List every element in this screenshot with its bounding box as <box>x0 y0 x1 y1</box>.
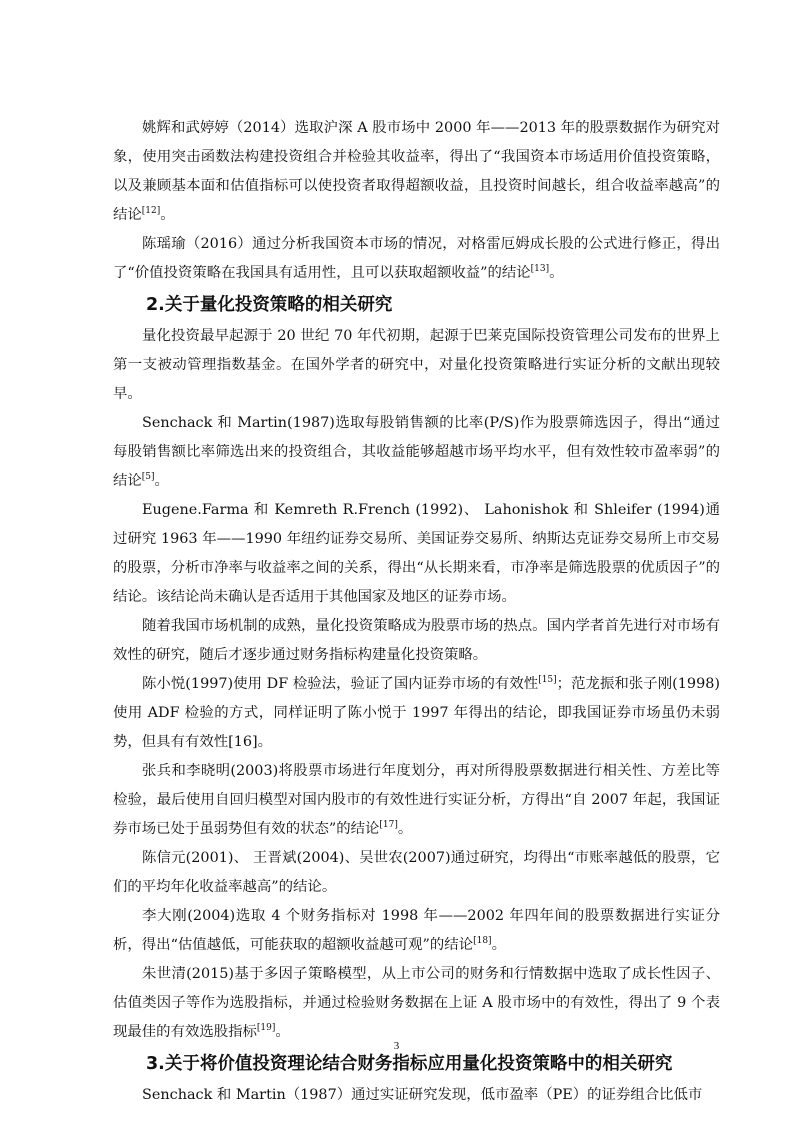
citation: [17] <box>379 820 398 831</box>
citation: [5] <box>141 472 155 483</box>
page-content <box>113 114 720 1110</box>
paragraph: 量化投资最早起源于 20 世纪 70 年代初期，起源于巴莱克国际投资管理公司发布的世界上第一支被动管理指数基金。在国外学者的研究中，对量化投资策略进行实证分析的文献出现较早。 <box>113 328 720 402</box>
citation: [19] <box>256 1023 276 1034</box>
paragraph: 姚辉和武婷婷（2014）选取沪深 A 股市场中 2000 年——2013 年的股票数据作为研究对象，使用突击函数法构建投资组合并检验其收益率，得出了“我国资本市场适用价值投资策略，以及兼顾基本面和估值指标可以使投资者取得超额收益，且投资时间越长，组合收益率越高”的结论[12]。 <box>113 120 720 223</box>
citation: [15] <box>538 675 557 686</box>
page-number: 3 <box>393 1040 400 1052</box>
section-heading: 2.关于量化投资策略的相关研究 <box>146 295 393 315</box>
section-heading: 3.关于将价值投资理论结合财务指标应用量化投资策略中的相关研究 <box>146 1054 673 1074</box>
paragraph: Senchack 和 Martin(1987)选取每股销售额的比率(P/S)作为股票筛选因子，得出“通过每股销售额比率筛选出来的投资组合，其收益能够超越市场平均水平，但有效性较市盈率弱”的结论[5]。 <box>113 415 720 489</box>
paragraph: Eugene.Farma 和 Kemreth R.French (1992)、 Lahonishok 和 Shleifer (1994)通过研究 1963 年——1990 年纽约证券交易所、美国证券交易所、纳斯达克证券交易所上市交易的股票，分析市净率与收益率之间的关系，得出“从长期来看，市净率是筛选股票的优质因子”的结论。该结论尚未确认是否适用于其他国家及地区的证券市场。 <box>113 502 720 605</box>
citation: [18] <box>473 936 492 947</box>
paragraph: 陈小悦(1997)使用 DF 检验法，验证了国内证券市场的有效性[15]；范龙振和张子刚(1998)使用 ADF 检验的方式，同样证明了陈小悦于 1997 年得出的结论，即我国证券市场虽仍未弱势，但具有有效性[16]。 <box>113 675 720 750</box>
paragraph: 陈信元(2001)、 王晋斌(2004)、吴世农(2007)通过研究，均得出“市账率越低的股票，它们的平均年化收益率越高”的结论。 <box>113 850 720 895</box>
paragraph: 陈瑶瑜（2016）通过分析我国资本市场的情况，对格雷厄姆成长股的公式进行修正，得出了“价值投资策略在我国具有适用性，且可以获取超额收益”的结论[13]。 <box>113 236 720 281</box>
paragraph: 李大刚(2004)选取 4 个财务指标对 1998 年——2002 年四年间的股票数据进行实证分析，得出“估值越低，可能获取的超额收益越可观”的结论[18]。 <box>113 908 720 953</box>
citation: [13] <box>530 264 550 275</box>
paragraph: 张兵和李晓明(2003)将股票市场进行年度划分，再对所得股票数据进行相关性、方差比等检验，最后使用自回归模型对国内股市的有效性进行实证分析，方得出“自 2007 年起，我国证券市场已处于虽弱势但有效的状态”的结论[17]。 <box>113 763 720 837</box>
paragraph: 随着我国市场机制的成熟，量化投资策略成为股票市场的热点。国内学者首先进行对市场有效性的研究，随后才逐步通过财务指标构建量化投资策略。 <box>113 618 720 663</box>
paragraph: Senchack 和 Martin（1987）通过实证研究发现，低市盈率（PE）的证券组合比低市 <box>142 1087 703 1103</box>
paragraph: 朱世清(2015)基于多因子策略模型，从上市公司的财务和行情数据中选取了成长性因子、估值类因子等作为选股指标，并通过检验财务数据在上证 A 股市场中的有效性，得出了 9 个表现最佳的有效选股指标[19]。 <box>113 966 720 1040</box>
citation: [12] <box>141 206 161 217</box>
